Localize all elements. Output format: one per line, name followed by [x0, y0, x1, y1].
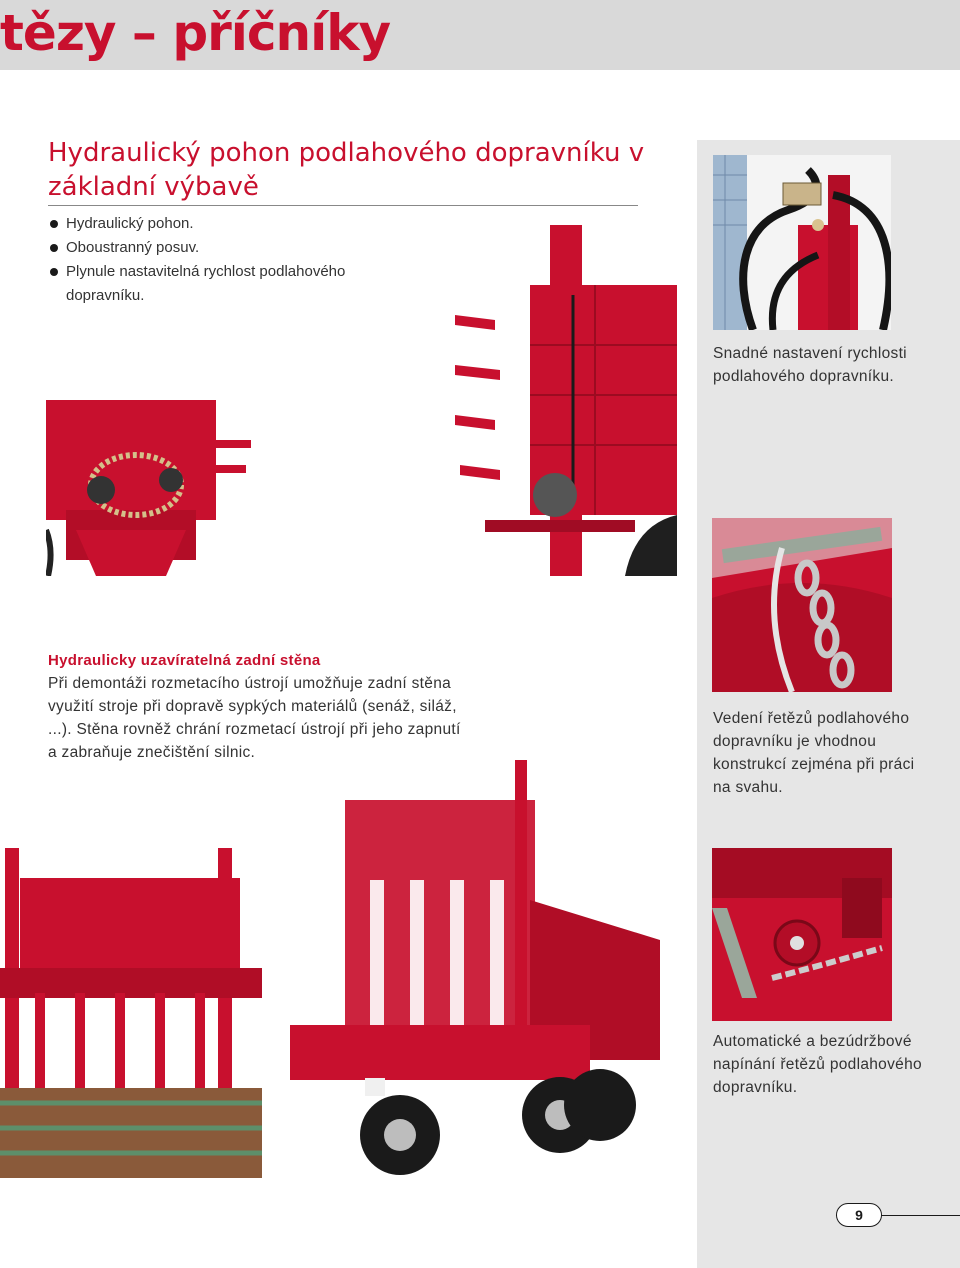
chain-caption: Vedení řetězů podlahového dopravníku je vhodnou konstrukcí zejména při práci na svahu.: [713, 710, 915, 796]
page-number: 9: [836, 1203, 882, 1227]
chain-drive-photo: [46, 400, 251, 576]
chain-guide-photo: [712, 518, 892, 692]
hydraulic-valve-photo: [713, 155, 891, 330]
spreader-full-photo: [290, 760, 665, 1195]
rear-wall-closed-photo: [0, 848, 262, 1178]
spreader-rear-photo: [455, 225, 677, 576]
chain-tensioner-photo: [712, 848, 892, 1021]
header-title: tězy – příčníky: [0, 4, 391, 62]
tension-caption: Automatické a bezúdržbové napínání řetězů podlahového dopravníku.: [713, 1033, 922, 1096]
title-divider: [48, 205, 638, 206]
feature-item: Plynule nastavitelná rychlost podlahového dopravníku.: [48, 260, 408, 308]
speed-caption: Snadné nastavení rychlosti podlahového dopravníku.: [713, 345, 907, 385]
feature-item: Hydraulický pohon.: [48, 212, 408, 236]
rear-wall-title: Hydraulicky uzavíratelná zadní stěna: [48, 652, 321, 669]
rear-wall-block: [48, 650, 468, 764]
section-title: Hydraulický pohon podlahového dopravníku v základní výbavě: [48, 138, 645, 202]
feature-item: Oboustranný posuv.: [48, 236, 408, 260]
feature-list: [48, 212, 408, 308]
rear-wall-body: Při demontáži rozmetacího ústrojí umožňuje zadní stěna využití stroje při dopravě sypkých materiálů (senáž, siláž, ...). Stěna rovněž chrání rozmetací ústrojí při jeho zapnutí a zabraňuje znečištění silnic.: [48, 675, 461, 761]
